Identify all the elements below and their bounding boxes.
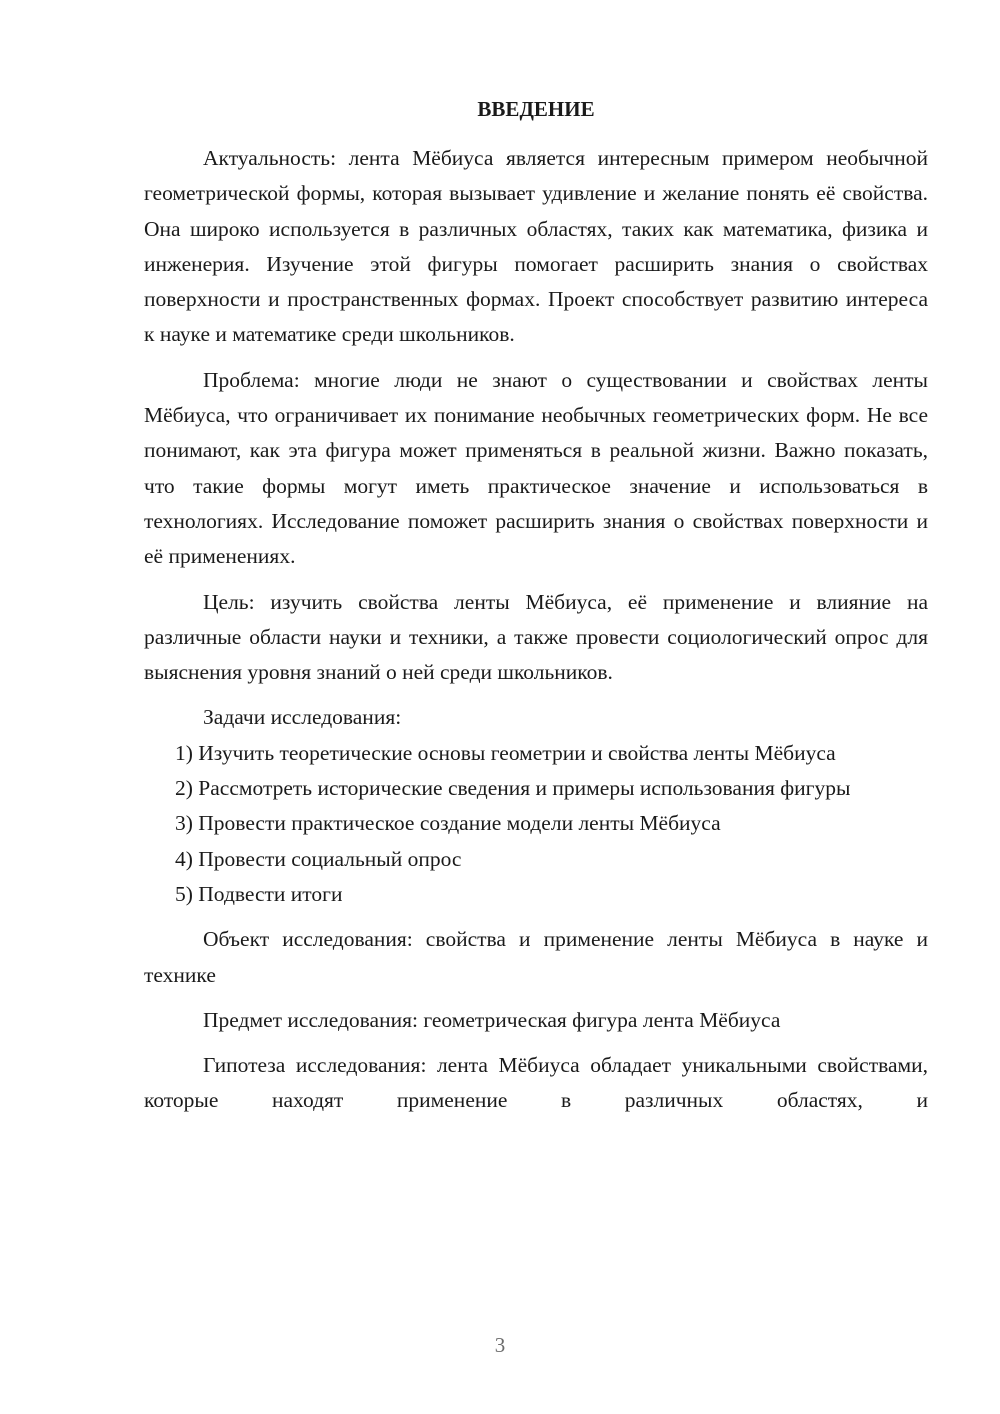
paragraph-object: Объект исследования: свойства и применение ленты Мёбиуса в науке и технике xyxy=(144,927,928,987)
task-item: 2) Рассмотреть исторические сведения и примеры использования фигуры xyxy=(175,776,851,801)
paragraph-goal: Цель: изучить свойства ленты Мёбиуса, её применение и влияние на различные области науки и техники, а также провести социологический опрос для выяснения уровня знаний о ней среди школьников. xyxy=(144,589,928,685)
paragraph-subject: Предмет исследования: геометрическая фигура лента Мёбиуса xyxy=(203,1007,781,1032)
task-item: 5) Подвести итоги xyxy=(175,881,343,906)
document-body xyxy=(144,92,928,1119)
task-item: 4) Провести социальный опрос xyxy=(175,846,462,871)
paragraph-problem: Проблема: многие люди не знают о существовании и свойствах ленты Мёбиуса, что ограничивает их понимание необычных геометрических форм. Не все понимают, как эта фигура может применяться в реальной жизни. Важно показать, что такие формы могут иметь практическое значение и использоваться в технологиях. Исследование поможет расширить знания о свойствах поверхности и её применениях. xyxy=(144,367,928,569)
page-number: 3 xyxy=(494,1333,506,1357)
page-title: ВВЕДЕНИЕ xyxy=(477,97,595,121)
task-item: 1) Изучить теоретические основы геометрии и свойства ленты Мёбиуса xyxy=(175,740,836,765)
tasks-heading: Задачи исследования: xyxy=(203,705,402,730)
paragraph-actuality: Актуальность: лента Мёбиуса является интересным примером необычной геометрической формы, которая вызывает удивление и желание понять её свойства. Она широко используется в различных областях, таких как математика, физика и инженерия. Изучение этой фигуры помогает расширить знания о свойствах поверхности и пространственных формах. Проект способствует развитию интереса к науке и математике среди школьников. xyxy=(144,146,928,347)
paragraph-hypothesis: Гипотеза исследования: лента Мёбиуса обладает уникальными свойствами, которые находят применение в различных областях, и xyxy=(144,1053,928,1113)
task-item: 3) Провести практическое создание модели ленты Мёбиуса xyxy=(175,811,721,836)
